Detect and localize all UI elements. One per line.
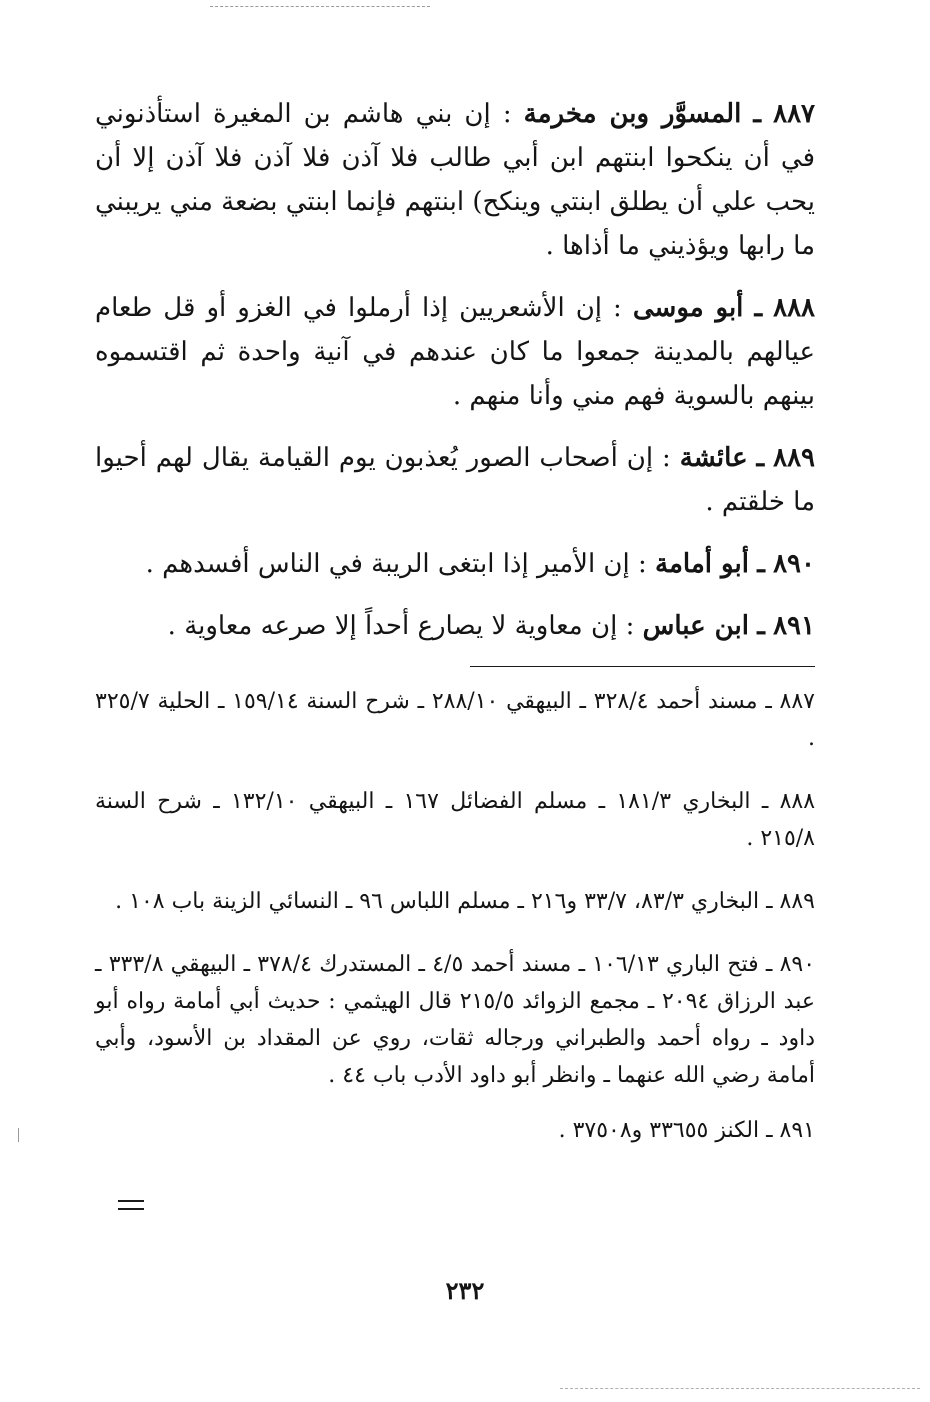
entry-dash: ـ (753, 99, 762, 129)
entry-text: : إن بني هاشم بن المغيرة استأذنوني في أن ينكحوا ابنتهم ابن أبي طالب فلا آذن فلا آذن فلا آذن إلا أن يحب علي أن يطلق ابنتي وينكح) ابنتهم فإنما ابنتي بضعة مني يريبني ما رابها ويؤذيني ما أذاها . (95, 99, 815, 261)
footnotes (95, 683, 815, 1149)
hadith-entry-890 (95, 542, 815, 586)
entry-text: : إن الأشعريين إذا أرملوا في الغزو أو قل طعام عيالهم بالمدينة جمعوا ما كان عندهم في آنية واحدة ثم اقتسموه بينهم بالسوية فهم مني وأنا منهم . (95, 293, 815, 411)
footnote-887: ٨٨٧ ـ مسند أحمد ٣٢٨/٤ ـ البيهقي ٢٨٨/١٠ ـ شرح السنة ١٥٩/١٤ ـ الحلية ٣٢٥/٧ . (95, 689, 815, 751)
entry-text: : إن معاوية لا يصارع أحداً إلا صرعه معاوية . (167, 611, 635, 641)
top-dashed-rule (210, 6, 430, 7)
section-end-mark (118, 1200, 144, 1216)
entry-narrator: ابن عباس (642, 611, 749, 641)
entry-narrator: المسوَّر وبن مخرمة (523, 99, 742, 129)
entry-number: ٨٩٠ (773, 549, 815, 579)
page-number: ٢٣٢ (445, 1276, 485, 1305)
entry-number: ٨٨٨ (773, 293, 816, 323)
page-body (95, 92, 815, 1175)
entry-text: : إن أصحاب الصور يُعذبون يوم القيامة يقال لهم أحيوا ما خلقتم . (95, 443, 815, 517)
hadith-entry-889 (95, 436, 815, 524)
hadith-entry-891 (95, 604, 815, 648)
footnote-888: ٨٨٨ ـ البخاري ١٨١/٣ ـ مسلم الفضائل ١٦٧ ـ البيهقي ١٣٢/١٠ ـ شرح السنة ٢١٥/٨ . (95, 789, 816, 851)
footnote-891: ٨٩١ ـ الكنز ٣٣٦٥٥ و٣٧٥٠٨ . (558, 1118, 815, 1143)
footnote-889: ٨٨٩ ـ البخاري ٨٣/٣، ٣٣/٧ و٢١٦ ـ مسلم اللباس ٩٦ ـ النسائي الزينة باب ١٠٨ . (115, 889, 815, 914)
margin-mark (18, 1128, 19, 1142)
footnote-890: ٨٩٠ ـ فتح الباري ١٠٦/١٣ ـ مسند أحمد ٤/٥ ـ المستدرك ٣٧٨/٤ ـ البيهقي ٣٣٣/٨ ـ عبد الرزاق ٢٠٩٤ ـ مجمع الزوائد ٢١٥/٥ قال الهيثمي : حديث أبي أمامة رواه أبو داود ـ رواه أحمد والطبراني ورجاله ثقات، روي عن المقداد بن الأسود، وأبي أمامة رضي الله عنهما ـ وانظر أبو داود الأدب باب ٤٤ . (95, 952, 816, 1088)
entry-dash: ـ (757, 549, 765, 579)
entry-text: : إن الأمير إذا ابتغى الريبة في الناس أفسدهم . (145, 549, 647, 579)
entry-dash: ـ (757, 611, 765, 641)
entry-number: ٨٨٧ (773, 99, 816, 129)
footnote-divider (470, 666, 815, 667)
hadith-entry-888 (95, 286, 815, 418)
hadith-entry-887 (95, 92, 815, 268)
bottom-dashed-rule (560, 1388, 920, 1389)
entry-dash: ـ (756, 443, 765, 473)
entry-narrator: أبو موسى (632, 293, 744, 323)
entry-narrator: أبو أمامة (655, 549, 749, 579)
entry-number: ٨٨٩ (773, 443, 816, 473)
entry-number: ٨٩١ (773, 611, 815, 641)
entry-dash: ـ (754, 293, 763, 323)
entry-narrator: عائشة (679, 443, 748, 473)
